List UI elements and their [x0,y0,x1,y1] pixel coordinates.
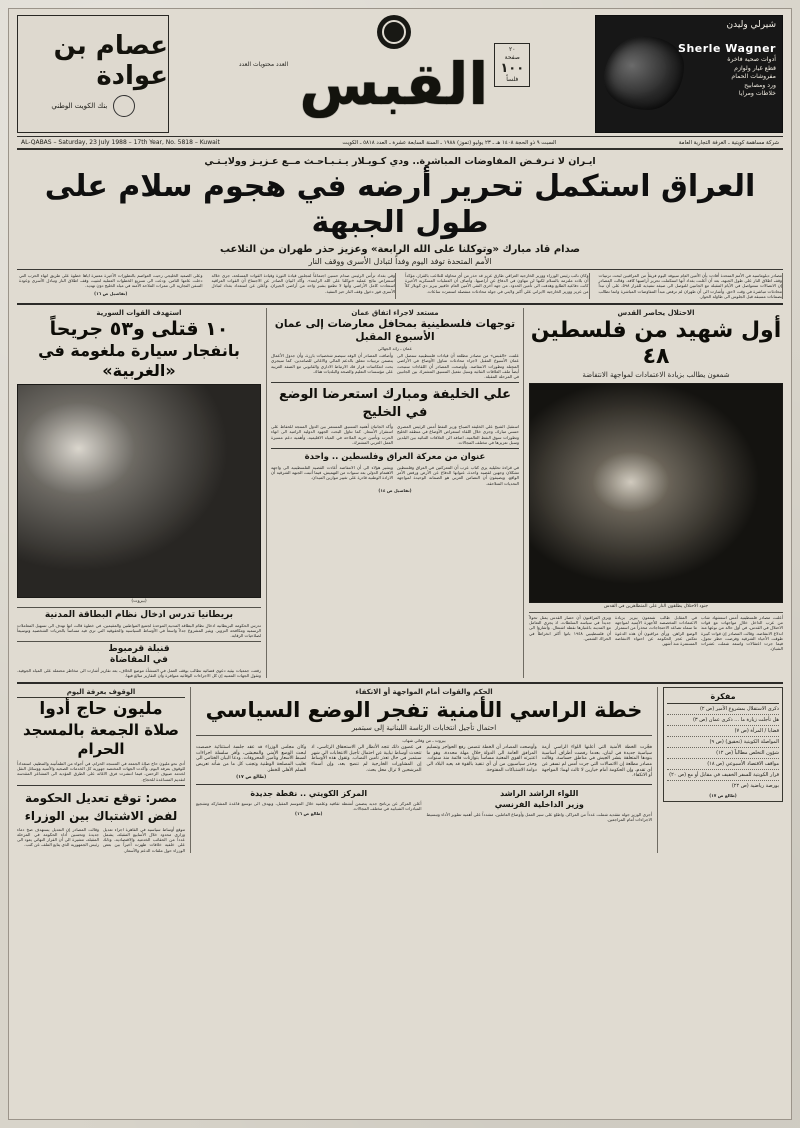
jerusalem-body-col3: ويرى المراقبون أن حصار القدس يمثل تحولاً جديداً في سياسة السلطات، اذ يجري التعامل مع المدينة باعتبارها نقطة اشتعال. وأشاروا الى أن فلسطينيي ١٩٤٨ باتوا أكثر انخراطاً في الحراك الشعبي. [529,615,611,641]
bank-name: بنك الكويت الوطني [51,102,108,110]
lead-body-col2: وكان نائب رئيس الوزراء ووزير الخارجية العراقي طارق عزيز قد حذر من أي محاولة للتلاعب بالقرار، مؤكداً أن بلاده ملتزمة بالسلام لكنها لن تتهاون في الدفاع عن أراضيها. وأضاف أن العمليات العسكرية الأخيرة كانت دفاعية الطابع وهدفت الى تأمين الحدود. من جهة أخرى التقى الأمين العام خافيير بيريز دي كويلار كلاً من عزيز ووزير الخارجية الايراني علي أكبر ولايتي في جولة محادثات منفصلة استمرت ساعات. [405,273,589,294]
iraq-battle-headline: عنوان من معركة العراق وفلسطين .. واحدة [304,452,486,463]
divider [17,303,783,305]
divider [17,682,783,684]
britain-body: تدرس الحكومة البريطانية ادخال نظام البطاقة المدنية الموحدة لجميع المواطنين والمقيمين، في خطوة قالت انها تهدف الى تسهيل المعاملات الرسمية ومكافحة التزوير. ويثير المشروع جدلاً واسعاً في الأوساط السياسية والحقوقية التي ترى فيه مساساً بالحريات الشخصية وتوسيعاً لصلاحيات الرقابة. [17,623,261,639]
index-item[interactable]: قضايا / المرأة (ص ٧) [667,726,779,737]
jerusalem-subhead: شمعون يطالب بزيادة الاعتمادات لمواجهة الانتفاضة [582,371,730,380]
amman-overline: مستعد لاجراء اتفاق عمان [351,309,439,318]
lead-subhead-2: الأمم المتحدة توفد اليوم وفداً لتبادل الأسرى ووقف النار [308,257,492,266]
index-item[interactable]: شؤون التخلص مطالباً (ص ١٢) [667,748,779,759]
khalifa-headline: علي الخليفة ومبارك استعرضا الوضع في الخليج [278,387,512,421]
lead-reference: (تفاصيل ص ١٦) [94,290,128,296]
syria-overline: استهدف القوات السورية [96,309,182,318]
syria-photo [17,384,261,598]
mid-band [17,308,783,678]
lead-body-col4: وعلى الصعيد الخليجي رحبت العواصم بالتطورات الأخيرة معتبرة اياها خطوة على طريق انهاء الحرب التي دخلت عامها الثامن. ودعت الى تسريع الخطوات العملية لتثبيت وقف اطلاق النار وتبادل الأسرى وعودة السفن التجارية الى ممرات الملاحة الآمنة في مياه الخليج دون تهديد. [19,273,203,289]
bank-name-line [51,95,134,117]
lead-body-col3: وفي بغداد ترأس الرئيس صدام حسين اجتماعاً لمجلس قيادة الثورة وقيادة القوات المسلحة، جرى خلاله استعراض نتائج عملية «توكلنا على الله الرابعة». وأكد البيان الصادر عن الاجتماع أن القوات العراقية استعادت كامل الأراضي وأنها لا تطمع بشبر واحد من أراضي الجيران. وأعلن عن استعداد بغداد لتبادل الأسرى فور دخول وقف النار حيز التنفيذ. [211,273,395,294]
divider [529,612,783,613]
index-item[interactable]: ذكرى الاستقلال بمشروع الأمير (ص ٢) [667,704,779,715]
britain-headline: بريطانيا تدرس ادخال نظام البطاقة المدنية [44,610,234,621]
circle-emblem-icon [377,15,411,49]
masthead [17,15,783,133]
lead-subhead: صدام قاد مبارك «وتوكلنا على الله الرابعة» وعزيز حذر طهران من التلاعب [219,244,581,255]
lebanon-body-col3: في غضون ذلك تتجه الأنظار الى الاستحقاق الرئاسي، اذ تتحدث أوساط نيابية عن احتمال تأجيل الانتخابات الى شهر سبتمبر في حال تعذر تأمين النصاب. وتقول هذه الأوساط إن المشاورات الخارجية لم تنضج بعد، وإن أسماء المرشحين لا تزال محل بحث. [311,745,422,773]
newspaper-sheet [8,8,792,1120]
price-value: ١٠٠ [500,61,525,76]
lead-story [17,153,783,299]
amman-body-col1: علمت «القبس» من مصادر مطلعة أن قيادات فلسطينية ستصل الى عمان الأسبوع المقبل لاجراء محادثات تتناول الأوضاع في الأراضي المحتلة وتطورات الانتفاضة. وأوضحت المصادر أن اللقاءات ستبحث أيضاً ملف العلاقات الثنائية وسبل تفعيل التنسيق المشترك بين الجانبين في المرحلة المقبلة. [397,353,519,380]
amman-body-col2: وأضافت المصادر أن الوفد سيضم شخصيات بارزة، وأن جدول الأعمال يتضمن ترتيبات تتعلق بالدعم المالي والاغاثي للصامدين. كما سيجري بحث انعكاسات قرار فك الارتباط الاداري والقانوني مع الضفة الغربية على مؤسسات التعليم والصحة والبلديات هناك. [271,353,393,374]
index-box [663,687,783,802]
interior-body: أجرى الوزير جولة تفقدية شملت عدداً من المراكز، واطلع على سير العمل وأوضاع العاملين، مشدداً على أهمية تطوير الأداء وتبسيط الاجراءات أمام المراجعين. [426,811,652,822]
lead-headline: العراق استكمل تحرير أرضه في هجوم سلام على طول الجبهة [44,169,756,240]
dateline-english: AL-QABAS – Saturday, 23 July 1988 – 17th Year, No. 5818 – Kuwait [21,139,220,146]
syria-headline-2: بانفجار سيارة ملغومة في «الغربية» [38,341,240,381]
advert-product-list [727,56,776,99]
advert-decorative-swirl [604,36,684,110]
lead-body-col1: مصادر دبلوماسية في الأمم المتحدة أفادت بأن الأمين العام سيوفد اليوم فريقاً من المراقبين لبحث ترتيبات وقف اطلاق النار على طول الجبهة، بعد أن أعلنت بغداد أنها استكملت تحرير أراضيها كافة. وقالت المصادر إن الاتصالات ستتواصل في الأيام المقبلة مع الجانبين للتوصل الى صيغة تنفيذية للقرار ٥٩٨، على أن تبدأ محادثات مباشرة في وقت لاحق. وأشارت الى أن طهران لم ترفض مبدأ المفاوضات المباشرة وانما تطالب بضمانات مسبقة قبل الجلوس الى طاولة الحوار. [598,273,782,299]
index-column [663,687,783,853]
egypt-headline-1: مصر: توقع تعديل الحكومة [24,790,178,805]
price-box [494,43,530,87]
price-copies: ٢٠ [509,46,516,53]
lebanon-body-col2: وأوضحت المصادر أن الخطة تتضمن رفع الحواجز وتسليم المرافق العامة الى الدولة خلال مهلة محددة، وهو ما اعتبرته القوى المعنية مساساً بتوازنات قائمة منذ سنوات. وحذر سياسيون من أن أي تنفيذ بالقوة قد يعيد البلاد الى دوامة الاشتباكات المفتوحة. [426,745,537,773]
lebanon-subhead: احتمال تأجيل انتخابات الرئاسة اللبنانية إلى سبتمبر [351,724,497,733]
divider [17,269,783,270]
iraq-battle-reference: (تفاصيل ص ١٤) [378,487,412,493]
lower-band [17,687,783,853]
jerusalem-overline: الاحتلال يحاصر القدس [617,309,695,318]
friday-body: أدى نحو مليون حاج صلاة الجمعة في المسجد الحرام، في أجواء من الطمأنينة والتنظيم، استعداداً للوقوف بعرفة اليوم. وأكدت الجهات المختصة جهوزية كل الخدمات الصحية والأمنية ووسائل النقل لخدمة ضيوف الرحمن، فيما انتشرت فرق الاغاثة على الطرق المؤدية الى المشاعر المقدسة لتقديم المساعدة للحجاج. [17,761,185,782]
lead-kicker: ايـران لا تـرفـض المفاوضات المباشرة.. ودي كـويـلار يـتـبـاحـث مــع عـزيـز وولايـتـي [204,156,596,167]
divider [196,784,652,785]
amman-headline: توجهات فلسطينية بمحافل معارضات إلى عمان الأسبوع المقبل [274,318,516,344]
khalifa-body-col2: وأكد الجانبان أهمية التنسيق المستمر بين الدول المنتجة للحفاظ على استقرار الأسعار. كما تناول البحث الجهود الدولية الرامية الى انهاء الحرب وتأمين حرية الملاحة في المياه الاقليمية، وأهمية دعم مسيرة العمل العربي المشترك. [271,424,393,445]
nuclear-headline-2: في المقاضاة [110,654,168,665]
egypt-body-col2: وقالت المصادر إن التعديل يستهدف ضخ دماء جديدة وتحسين أداء الحكومة في المرحلة المقبلة، مشيرة الى أن القرار النهائي يعود الى رئيس الجمهورية الذي يتابع الملف عن كثب. [17,826,99,848]
friday-headline-2: صلاة الجمعة بالمسجد الحرام [22,721,180,759]
index-title: مفكرة [667,691,779,704]
index-item[interactable]: بورصة رياضية (ص ٢٢) [731,783,779,790]
khalifa-body-col1: استقبل الشيخ علي الخليفة الصباح وزير النفط أمس الرئيس المصري حسني مبارك، وجرى خلال اللقاء استعراض الأوضاع في منطقة الخليج وتطورات سوق النفط العالمية، اضافة الى العلاقات الثنائية بين البلدين وسبل تعزيزها في مختلف المجالات. [397,424,519,445]
lebanon-body-col1: فجّرت الخطة الأمنية التي أعلنها اللواء الراسي أزمة سياسية جديدة في لبنان، بعدما رفضت أطراف أساسية بنودها المتعلقة بنشر الجيش في مناطق حساسة. وقالت مصادر مطلعة إن الاتصالات التي جرت أمس لم تسفر عن أي تقدم، وإن الحكومة أمام خيارين لا ثالث لهما: المواجهة أو الانكفاء. [541,745,652,779]
friday-headline-1: مليون حاج أدوا [39,699,163,720]
masthead-center [173,15,591,133]
divider [17,607,261,608]
nuclear-headline-line1: قنبلة قرمبوط [108,643,170,654]
nuclear-headline [17,644,261,655]
nuclear-body: رفعت جمعيات بيئية دعوى قضائية تطالب بوقف العمل في المنشأة موضع الخلاف، بعد تقارير أشارت الى مخاطر محتملة على المياه الجوفية. وتقول الجهات المعنية إن كل الاجراءات الوقائية متوافرة وأن التقارير مبالغ فيها. [17,667,261,678]
advert-brand-english: Sherle Wagner [678,42,776,55]
interior-headline-2: وزير الداخلية الفرنسي [494,799,584,809]
lebanon-reference: (طالع ص ١٧) [236,775,267,781]
right-column-stories [17,687,185,853]
dateline-arabic: السبت ٩ ذو الحجة ١٤٠٨ هـ ـ ٢٣ يوليو (تموز) ١٩٨٨ ـ السنة السابعة عشرة ـ العدد ٥٨١٨ ـ الكويت [342,139,557,146]
jerusalem-photo [529,383,783,603]
lebanon-overline: الحكم والقوات أمام المواجهة أو الانكفاء [355,688,493,697]
index-item[interactable]: هل تأجلت زيارة ما ... ذكرى عمان (ص ٣) [667,715,779,726]
advert-item: ورد ومصابيح [744,81,776,89]
advert-item: قطع غيار ولوازم [734,64,776,72]
paper-logo [173,15,591,118]
kuwait-notes-body: أعلن المركز عن برنامج جديد يتضمن أنشطة ثقافية وعلمية خلال الموسم المقبل، ويهدف الى توسيع قاعدة المشاركة وتشجيع المبادرات الشبابية في مختلف المجالات. [196,800,422,811]
iraq-battle-body-col2: ويشير هؤلاء الى أن الانتفاضة أعادت القضية الفلسطينية الى واجهة الاهتمام الدولي بعد سنوات من التهميش، فيما أثبتت الجبهة الشرقية أن الارادة الوطنية قادرة على تغيير موازين الميدان. [271,465,393,481]
syria-headline-1: ١٠ قتلى و٥٣ جريحاً [49,318,229,341]
egypt-body-col1: تتوقع أوساط سياسية في القاهرة اجراء تعديل وزاري محدود خلال الأسابيع المقبلة، يشمل عدداً من الحقائب الخدمية والاقتصادية، وذلك على خلفية خلافات ظهرت أخيراً بين بعض الوزراء حول ملفات الدعم والأسعار. [103,826,185,853]
center-stories [266,308,524,678]
lebanon-headline: خطة الراسي الأمنية تفجر الوضع السياسي [205,698,643,723]
syria-strike-story [17,308,261,678]
bank-advert[interactable] [17,15,169,133]
jerusalem-photo-caption: جنود الاحتلال يطلقون النار على المتظاهرين في القدس [603,604,709,610]
advert-brand-arabic: شيرلي وليدن [726,20,776,30]
dateline-chamber: شركة مساهمة كويتية ـ الغرفة التجارية العامة [678,139,779,146]
lebanon-story [190,687,658,853]
jerusalem-body-col2: في المقابل طالب شمعون بيريز بزيادة الاعتمادات المخصصة للأجهزة الأمنية لمواجهة ما سماه تصاعد الاحتجاجات، محذراً من استمرار الوضع الراهن. ورأى مراقبون أن هذه الدعوة تعكس عجز الحكومة عن احتواء الانتفاضة المستمرة منذ أشهر. [615,615,697,647]
lead-columns [17,273,783,299]
advert-item: أدوات صحية فاخرة [727,56,776,63]
index-reference: (طالع ص ١٧) [709,793,737,799]
divider [271,382,519,383]
index-item[interactable]: مواقف الاقتصاد الأسبوعي (ص ١٨) [667,759,779,770]
divider [17,785,185,786]
lebanon-byline: بيروت ـ من وفائي شهاب [402,738,446,744]
syria-photo-caption: (بيروت) [131,599,147,605]
price-note: صفحة [504,54,520,61]
divider [196,735,652,736]
issue-meta: العدد محتويات العدد [238,61,289,68]
kuwait-notes-headline: المركز الكويتي .. نقطة جديدة [250,788,368,798]
iraq-battle-body-col1: في قراءة تحليلية يرى كتاب عرب أن المعركتين في العراق وفلسطين تشكلان وجهين لقضية واحدة، عنوانها الدفاع عن الأرض ورفض الأمر الواقع. ويضيفون أن التضامن العربي هو الضمانة الوحيدة لمواجهة التحديات المتلاحقة. [397,465,519,486]
price-label: فلساً [506,76,519,83]
kuwait-notes-reference: (طالع ص ١٦) [295,811,323,817]
index-item[interactable]: قرار الكويتية للسفر الخفيف في مقابل أو مع (ص ٢٠) [667,770,779,781]
index-list [667,704,779,791]
bank-seal-icon [113,95,135,117]
advert-item: مفروشات الحمام [731,73,776,81]
interior-headline [427,788,653,799]
friday-overline: الوقوف بعرفة اليوم [17,687,185,698]
interior-headline-line1: اللواء الراشد الراشد [500,788,579,798]
egypt-headline-2: لفض الاشتباك بين الوزراء [24,808,178,823]
bank-calligraphy: عصام بن عوادة [53,31,168,91]
jerusalem-story [529,308,783,678]
divider [271,448,519,449]
index-item[interactable]: المواصلة الكويتية (تحقيق) (ص ٩) [667,737,779,748]
dateline [17,136,783,150]
advert-item: خلاطات ومرايا [738,90,776,98]
divider [17,641,261,642]
amman-byline: عمان ـ رائد الجهالي [377,346,413,352]
advertisement-sherle-wagner[interactable] [595,15,783,133]
jerusalem-body-col1: أعلنت مصادر فلسطينية أمس استشهاد شاب من عرب الداخل خلال مواجهات مع قوات الاحتلال في القدس، في أول حالة من نوعها منذ اندلاع الانتفاضة. وقالت المصادر إن قوات كبيرة طوقت الأحياء الشرقية وفرضت حظر تجول، فيما جرت اعتقالات واسعة شملت عشرات الشبان. [701,615,783,652]
jerusalem-headline: أول شهيد من فلسطين ٤٨ [530,318,782,370]
paper-name: القبس [299,50,489,118]
lebanon-body-col4: وكان مجلس الوزراء قد عقد جلسة استثنائية خصصت لبحث الوضع الأمني والمعيشي، وأقر سلسلة اجراءات لضبط الأسعار وتأمين المحروقات. ودعا البيان الختامي الى تغليب المصلحة الوطنية وتجنب كل ما من شأنه تعريض السلم الأهلي للخطر. (طالع ص ١٧) [196,745,307,781]
